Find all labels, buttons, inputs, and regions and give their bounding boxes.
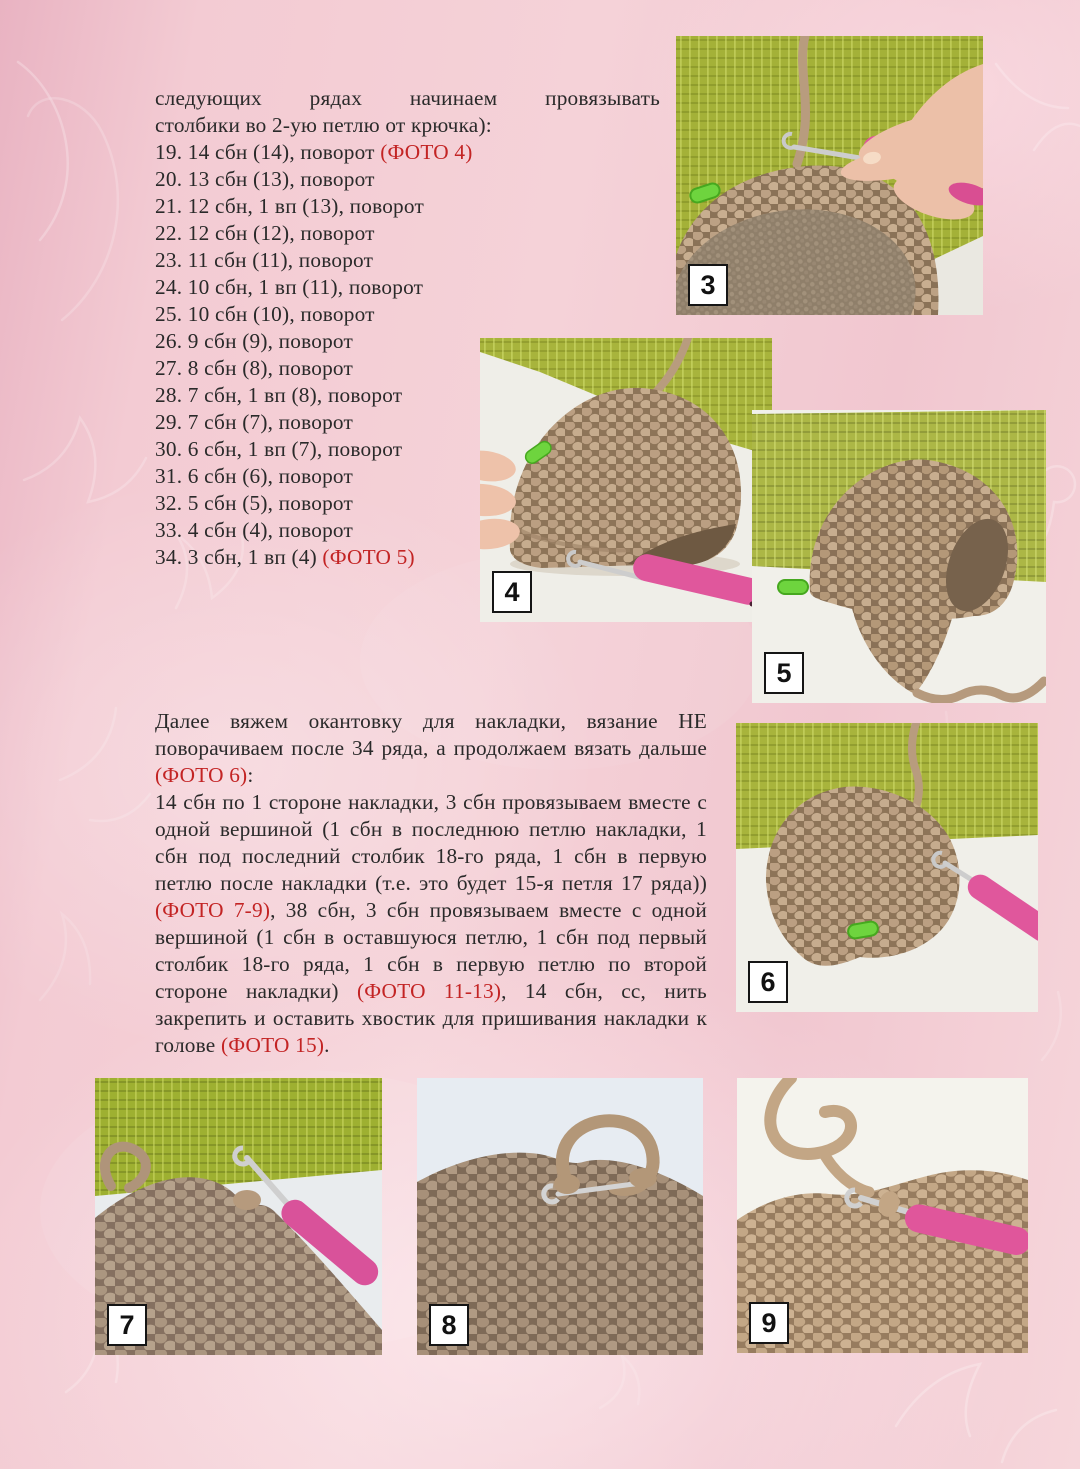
row-text: 26. 9 сбн (9), поворот: [155, 329, 353, 353]
pattern-row: [155, 463, 660, 490]
row-text: 25. 10 сбн (10), поворот: [155, 302, 375, 326]
photo-number-label: 5: [764, 652, 804, 694]
row-text: 27. 8 сбн (8), поворот: [155, 356, 353, 380]
step-photo-5: [752, 410, 1046, 703]
photo-ref: (ФОТО 4): [380, 140, 473, 164]
pattern-row: [155, 544, 660, 571]
paragraph-text: , 14 сбн, сс, нить закрепить и оставить хвостик для пришивания накладки к голове: [155, 979, 707, 1057]
row-text: 28. 7 сбн, 1 вп (8), поворот: [155, 383, 403, 407]
intro-line-2: столбики во 2-ую петлю от крючка):: [155, 113, 492, 137]
pattern-row: [155, 274, 660, 301]
stitch-bump: [554, 1174, 580, 1194]
step-photo-8: [417, 1078, 703, 1355]
photo-number-label: 4: [492, 571, 532, 613]
pattern-row: [155, 490, 660, 517]
pattern-row: [155, 382, 660, 409]
row-text: 23. 11 сбн (11), поворот: [155, 248, 374, 272]
photo-ref: (ФОТО 5): [322, 545, 415, 569]
stitch-marker: [778, 580, 808, 594]
intro-line-1: следующих рядах начинаем провязывать: [155, 86, 660, 110]
pattern-row: [155, 436, 660, 463]
pattern-row: [155, 166, 660, 193]
photo-ref: (ФОТО 15): [220, 1033, 325, 1057]
photo-ref: (ФОТО 6): [155, 763, 248, 787]
row-text: 32. 5 сбн (5), поворот: [155, 491, 353, 515]
pattern-row: [155, 328, 660, 355]
edging-paragraph-1: [155, 708, 707, 789]
photo-number-label: 9: [749, 1302, 789, 1344]
row-text: 31. 6 сбн (6), поворот: [155, 464, 353, 488]
row-text: 20. 13 сбн (13), поворот: [155, 167, 375, 191]
row-text: 29. 7 сбн (7), поворот: [155, 410, 353, 434]
edging-instructions-block: [155, 708, 707, 1059]
step-photo-6: [736, 723, 1038, 1012]
pattern-row: [155, 355, 660, 382]
row-text: 30. 6 сбн, 1 вп (7), поворот: [155, 437, 403, 461]
pattern-row: [155, 247, 660, 274]
paragraph-text: , 38 сбн, 3 сбн провязываем вместе с одной вершиной (1 сбн в оставшуюся петлю, 1 сбн под первый столбик 18-го ряда, 1 сбн в первую петлю по второй стороне накладки): [155, 898, 707, 1003]
paragraph-text: .: [324, 1033, 330, 1057]
stitch-bump: [233, 1190, 261, 1210]
step-photo-9: [737, 1078, 1028, 1353]
pattern-row: [155, 409, 660, 436]
row-text: 19. 14 сбн (14), поворот: [155, 140, 381, 164]
row-text: 24. 10 сбн, 1 вп (11), поворот: [155, 275, 424, 299]
photo-number-label: 7: [107, 1304, 147, 1346]
row-text: 22. 12 сбн (12), поворот: [155, 221, 375, 245]
pattern-row: [155, 193, 660, 220]
paragraph-text: 14 сбн по 1 стороне накладки, 3 сбн провязываем вместе с одной вершиной (1 сбн в последнюю петлю накладки, 1 сбн под последний столбик 18-го ряда, 1 сбн в первую петлю после накладки (т.е. это будет 15-я петля 17 ряда)): [155, 790, 707, 895]
pattern-row: [155, 301, 660, 328]
instructions-rows-block: [155, 85, 660, 571]
stitch-bump: [629, 1168, 657, 1188]
pattern-row: [155, 517, 660, 544]
row-text: 34. 3 сбн, 1 вп (4): [155, 545, 323, 569]
photo-number-label: 3: [688, 264, 728, 306]
row-text: 21. 12 сбн, 1 вп (13), поворот: [155, 194, 424, 218]
photo-ref: (ФОТО 7-9): [155, 898, 271, 922]
photo-number-label: 8: [429, 1304, 469, 1346]
step-photo-3: [676, 36, 983, 315]
photo-number-label: 6: [748, 961, 788, 1003]
row-text: 33. 4 сбн (4), поворот: [155, 518, 353, 542]
photo-ref: (ФОТО 11-13): [356, 979, 502, 1003]
step-photo-7: [95, 1078, 382, 1355]
paragraph-text: Далее вяжем окантовку для накладки, вязание НЕ поворачиваем после 34 ряда, а продолжаем вязать дальше: [155, 709, 707, 760]
pattern-row: [155, 139, 660, 166]
pattern-row: [155, 220, 660, 247]
paragraph-text: :: [247, 763, 254, 787]
edging-paragraph-2: [155, 789, 707, 1059]
